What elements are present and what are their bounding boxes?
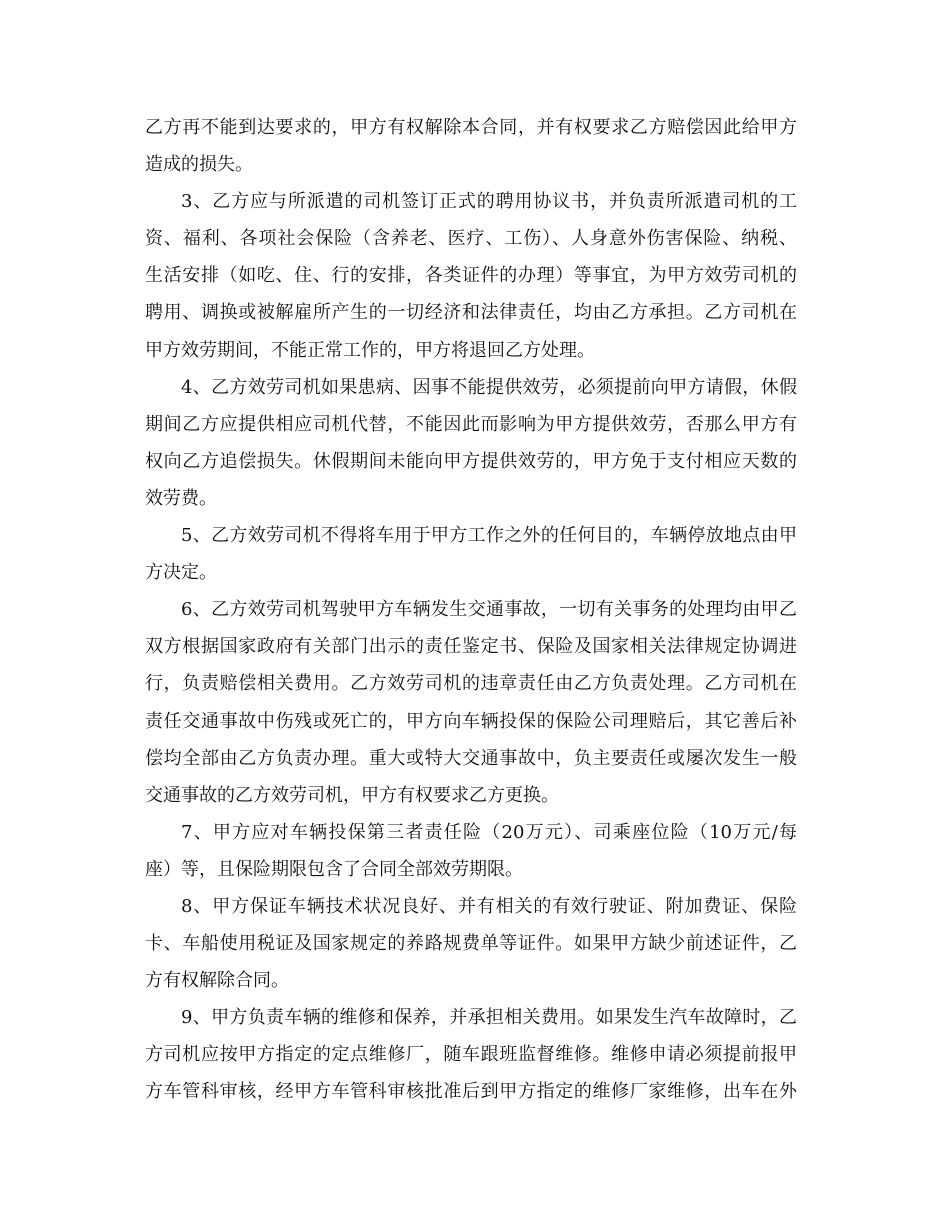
text-line: 方司机应按甲方指定的定点维修厂，随车跟班监督维修。维修申请必须提前报甲 bbox=[145, 1044, 797, 1066]
text-line: 9、甲方负责车辆的维修和保养，并承担相关费用。如果发生汽车故障时，乙 bbox=[181, 1007, 797, 1029]
text-line: 8、甲方保证车辆技术状况良好、并有相关的有效行驶证、附加费证、保险 bbox=[181, 895, 797, 917]
text-line: 交通事故的乙方效劳司机，甲方有权要求乙方更换。 bbox=[145, 784, 559, 806]
text-line: 资、福利、各项社会保险（含养老、医疗、工伤）、人身意外伤害保险、纳税、 bbox=[145, 228, 797, 250]
text-line: 6、乙方效劳司机驾驶甲方车辆发生交通事故，一切有关事务的处理均由甲乙 bbox=[181, 599, 797, 621]
text-line: 聘用、调换或被解雇所产生的一切经济和法律责任，均由乙方承担。乙方司机在 bbox=[145, 302, 797, 324]
text-line: 乙方再不能到达要求的，甲方有权解除本合同，并有权要求乙方赔偿因此给甲方 bbox=[145, 117, 797, 138]
paragraph bbox=[145, 183, 797, 368]
text-line: 4、乙方效劳司机如果患病、因事不能提供效劳，必须提前向甲方请假，休假 bbox=[181, 376, 797, 398]
text-line: 方决定。 bbox=[145, 562, 217, 584]
text-line: 5、乙方效劳司机不得将车用于甲方工作之外的任何目的，车辆停放地点由甲 bbox=[181, 525, 797, 547]
text-line: 期间乙方应提供相应司机代替，不能因此而影响为甲方提供效劳，否那么甲方有 bbox=[145, 413, 797, 435]
paragraph bbox=[145, 888, 797, 999]
text-line: 效劳费。 bbox=[145, 487, 217, 509]
paragraph bbox=[145, 109, 797, 183]
paragraph bbox=[145, 999, 797, 1110]
paragraph bbox=[145, 814, 797, 888]
text-line: 造成的损失。 bbox=[145, 154, 253, 176]
text-line: 卡、车船使用税证及国家规定的养路规费单等证件。如果甲方缺少前述证件，乙 bbox=[145, 933, 797, 955]
text-line: 3、乙方应与所派遣的司机签订正式的聘用协议书，并负责所派遣司机的工 bbox=[181, 191, 797, 213]
text-line: 方有权解除合同。 bbox=[145, 970, 289, 992]
document-body bbox=[145, 109, 797, 1111]
text-line: 座）等，且保险期限包含了合同全部效劳期限。 bbox=[145, 858, 523, 880]
paragraph bbox=[145, 591, 797, 814]
text-line: 偿均全部由乙方负责办理。重大或特大交通事故中，负主要责任或屡次发生一般 bbox=[145, 747, 797, 769]
text-line: 生活安排（如吃、住、行的安排，各类证件的办理）等事宜，为甲方效劳司机的 bbox=[145, 265, 797, 287]
text-line: 责任交通事故中伤残或死亡的，甲方向车辆投保的保险公司理赔后，其它善后补 bbox=[145, 710, 797, 732]
paragraph bbox=[145, 369, 797, 517]
paragraph bbox=[145, 517, 797, 591]
text-line: 7、甲方应对车辆投保第三者责任险（20万元）、司乘座位险（10万元/每 bbox=[181, 821, 797, 843]
text-line: 双方根据国家政府有关部门出示的责任鉴定书、保险及国家相关法律规定协调进 bbox=[145, 636, 797, 658]
text-line: 甲方效劳期间，不能正常工作的，甲方将退回乙方处理。 bbox=[145, 339, 595, 361]
text-line: 权向乙方追偿损失。休假期间未能向甲方提供效劳的，甲方免于支付相应天数的 bbox=[145, 450, 797, 472]
text-line: 方车管科审核，经甲方车管科审核批准后到甲方指定的维修厂家维修，出车在外 bbox=[145, 1081, 797, 1103]
text-line: 行，负责赔偿相关费用。乙方效劳司机的违章责任由乙方负责处理。乙方司机在 bbox=[145, 673, 797, 695]
